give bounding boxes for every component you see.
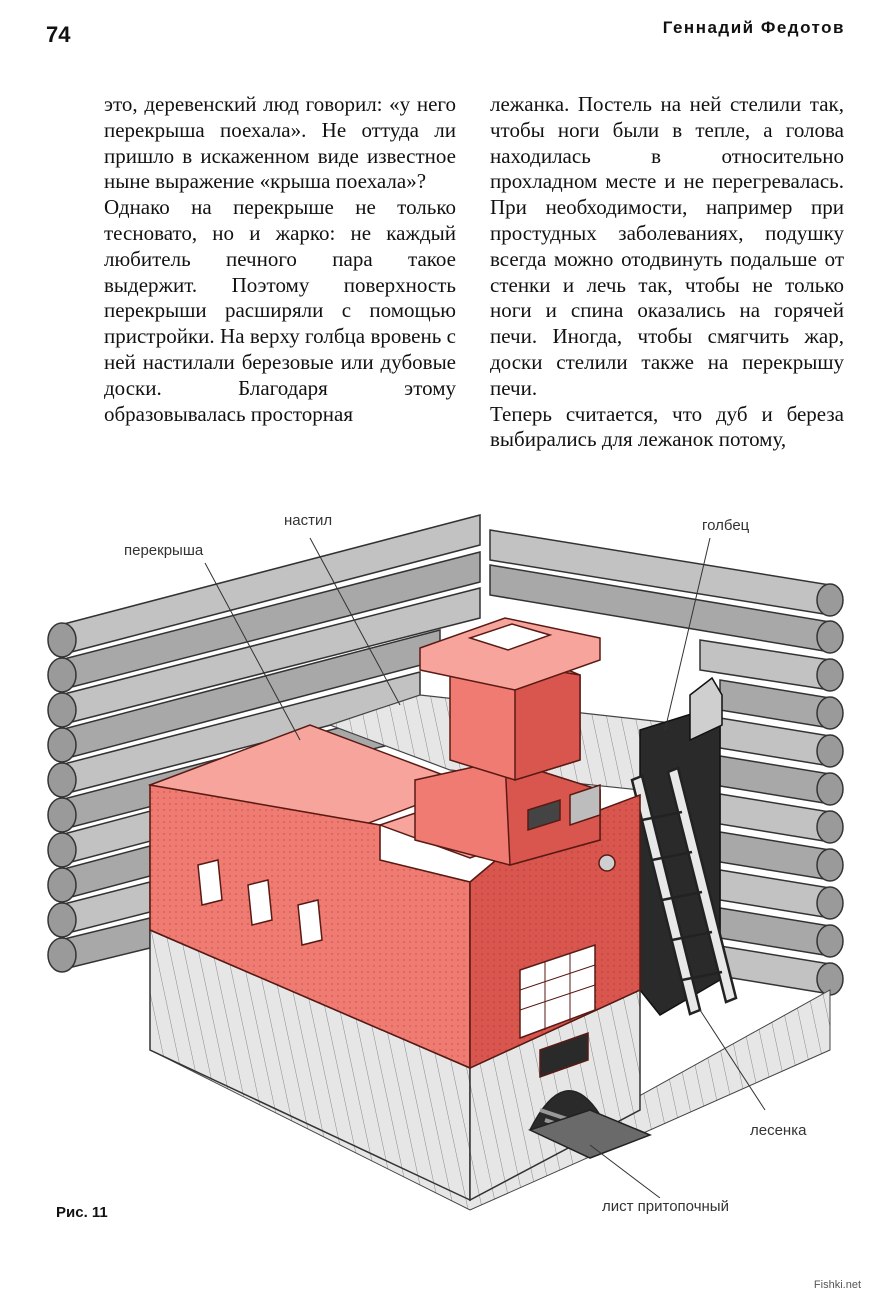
label-lesenka: лесенка: [750, 1122, 807, 1139]
label-nastil: настил: [284, 512, 333, 529]
paragraph: Теперь считается, что дуб и береза выбирались для лежанок потому,: [490, 401, 844, 452]
label-list: лист притопочный: [602, 1198, 729, 1215]
running-head: Геннадий Федотов: [662, 18, 845, 37]
text-column-right: [490, 92, 844, 453]
text-column-left: [104, 92, 456, 427]
paragraph: Однако на перекрыше не только тесновато, но и жарко: не каждый любитель печного пара такое выдержит. Поэтому поверхность перекрыши расширяли с помощью пристройки. На верху голбца вровень с ней настилали березовые или дубовые доски. Благодаря этому образовывалась просторная: [104, 195, 456, 426]
watermark: Fishki.net: [813, 1279, 861, 1291]
label-golbets: голбец: [702, 517, 750, 534]
page-number: 74: [46, 22, 71, 47]
stove-drawing: [0, 490, 869, 1230]
paragraph: это, деревенский люд говорил: «у него перекрыша поехала». Не оттуда ли пришло в искаженном виде известное ныне выражение «крыша поехала»?: [104, 92, 456, 194]
paragraph: лежанка. Постель на ней стелили так, чтобы ноги были в тепле, а голова находилась в относительно прохладном месте и не перегревалась. При необходимости, например при простудных заболеваниях, подушку всегда можно отодвинуть подальше от стенки и лечь так, чтобы не только ноги и спина оказались на горячей печи. Иногда, чтобы смягчить жар, доски стелили также на перекрышу печи.: [490, 92, 844, 400]
stove-illustration: [0, 490, 869, 1230]
label-perekrysha: перекрыша: [124, 542, 204, 559]
figure-caption: Рис. 11: [56, 1204, 108, 1221]
